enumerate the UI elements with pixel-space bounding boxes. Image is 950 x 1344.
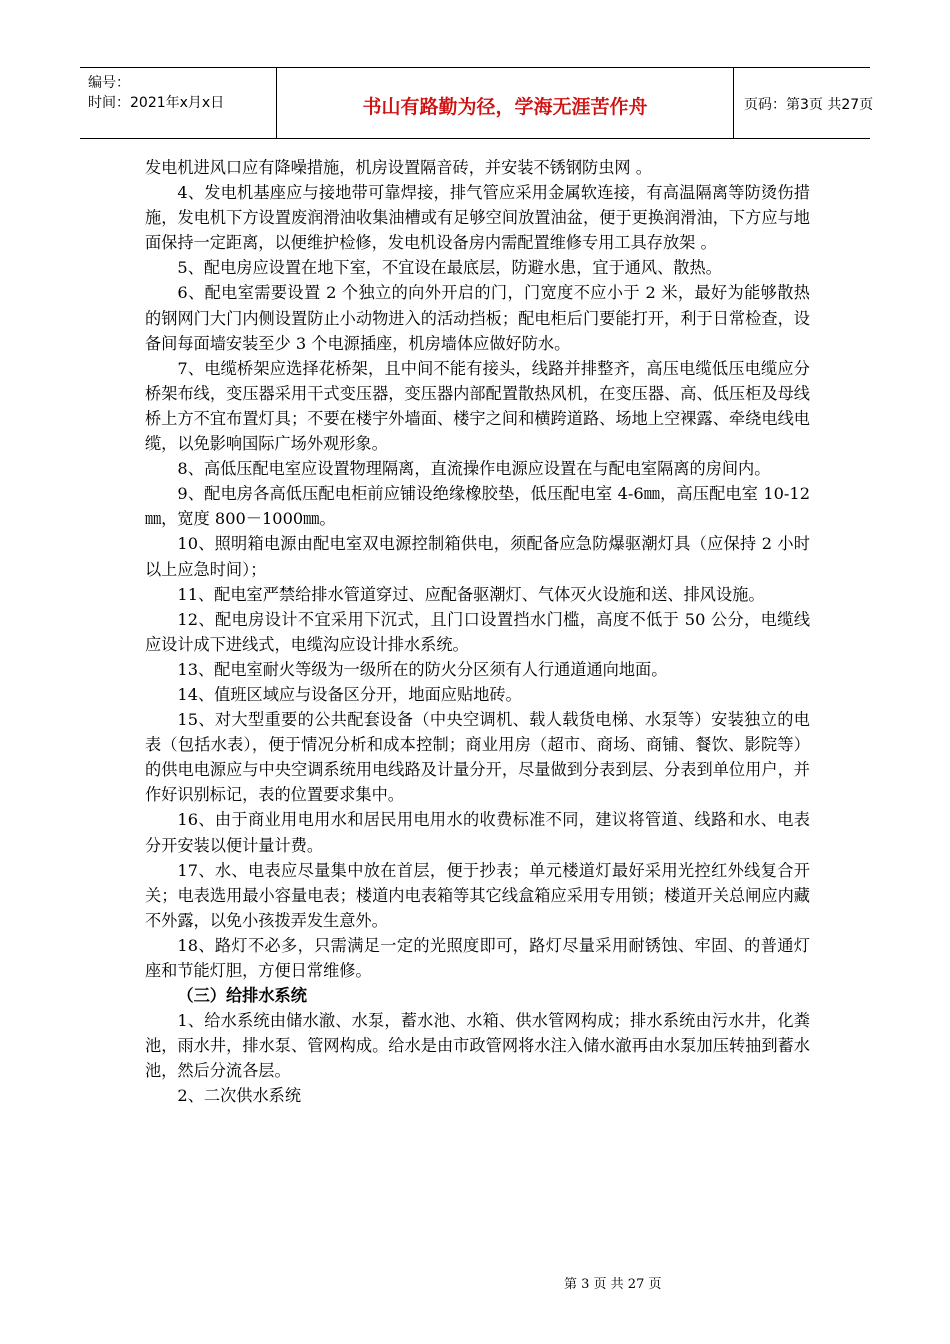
paragraph: 4、发电机基座应与接地带可靠焊接，排气管应采用金属软连接，有高温隔离等防烫伤措施，发电机下方设置废润滑油收集油槽或有足够空间放置油盆，便于更换润滑油，下方应与地面保持一定距离，以便维护检修，发电机设备房内需配置维修专用工具存放架 。 bbox=[145, 183, 810, 253]
header-page-cell bbox=[734, 68, 874, 138]
document-body bbox=[145, 155, 810, 1109]
paragraph: 10、照明箱电源由配电室双电源控制箱供电，须配备应急防爆驱潮灯具（应保持 2 小时以上应急时间）； bbox=[145, 534, 810, 579]
paragraph: 7、电缆桥架应选择花桥架，且中间不能有接头，线路并排整齐，高压电缆低压电缆应分桥架布线，变压器采用干式变压器，变压器内部配置散热风机，在变压器、高、低压柜及母线桥上方不宜布置灯具；不要在楼宇外墙面、楼宇之间和横跨道路、场地上空裸露、牵绕电线电缆，以免影响国际广场外观形象。 bbox=[145, 358, 810, 454]
page-footer: 第 3 页 共 27 页 bbox=[564, 1277, 662, 1292]
paragraph: 6、配电室需要设置 2 个独立的向外开启的门，门宽度不应小于 2 米，最好为能够散热的钢网门大门内侧设置防止小动物进入的活动挡板；配电柜后门要能打开，利于日常检查，设备间每面墙安装至少 3 个电源插座，机房墙体应做好防水。 bbox=[145, 283, 810, 353]
page-header bbox=[80, 67, 874, 139]
paragraph: 16、由于商业用电用水和居民用电用水的收费标准不同，建议将管道、线路和水、电表分开安装以便计量计费。 bbox=[145, 810, 810, 855]
paragraph: 14、值班区域应与设备区分开，地面应贴地砖。 bbox=[177, 684, 522, 704]
document-date: 时间：2021年x月x日 bbox=[88, 95, 225, 111]
document-number-label: 编号： bbox=[88, 75, 130, 91]
paragraph: 11、配电室严禁给排水管道穿过、应配备驱潮灯、气体灭火设施和送、排风设施。 bbox=[177, 584, 765, 604]
paragraph: 15、对大型重要的公共配套设备（中央空调机、载人载货电梯、水泵等）安装独立的电表（包括水表），便于情况分析和成本控制；商业用房（超市、商场、商铺、餐饮、影院等）的供电电源应与中央空调系统用电线路及计量分开，尽量做到分表到层、分表到单位用户，并作好识别标记，表的位置要求集中。 bbox=[145, 710, 810, 805]
paragraph: 12、配电房设计不宜采用下沉式，且门口设置挡水门槛，高度不低于 50 公分，电缆线应设计成下进线式，电缆沟应设计排水系统。 bbox=[145, 609, 810, 654]
paragraph: 5、配电房应设置在地下室，不宜设在最底层，防避水患，宜于通风、散热。 bbox=[177, 258, 722, 278]
paragraph: 9、配电房各高低压配电柜前应铺设绝缘橡胶垫，低压配电室 4-6㎜，高压配电室 10-12㎜，宽度 800－1000㎜。 bbox=[145, 484, 810, 529]
paragraph: 18、路灯不必多，只需满足一定的光照度即可，路灯尽量采用耐锈蚀、牢固、的普通灯座和节能灯胆，方便日常维修。 bbox=[145, 935, 810, 980]
paragraph: 13、配电室耐火等级为一级所在的防火分区须有人行通道通向地面。 bbox=[177, 659, 668, 679]
paragraph: 发电机进风口应有降噪措施，机房设置隔音砖，并安装不锈钢防虫网 。 bbox=[145, 158, 652, 177]
paragraph: 17、水、电表应尽量集中放在首层，便于抄表；单元楼道灯最好采用光控红外线复合开关；电表选用最小容量电表；楼道内电表箱等其它线盒箱应采用专用锁；楼道开关总闸应内藏不外露，以免小孩拨弄发生意外。 bbox=[145, 860, 810, 930]
header-meta-cell bbox=[80, 68, 277, 138]
section-heading: （三）给排水系统 bbox=[177, 986, 307, 1006]
header-motto: 书山有路勤为径，学海无涯苦作舟 bbox=[362, 96, 648, 118]
paragraph: 8、高低压配电室应设置物理隔离，直流操作电源应设置在与配电室隔离的房间内。 bbox=[177, 459, 771, 479]
header-page-info: 页码：第3页 共27页 bbox=[744, 97, 874, 113]
header-motto-cell bbox=[277, 68, 734, 138]
paragraph: 1、给水系统由储水澈、水泵，蓄水池、水箱、供水管网构成；排水系统由污水井，化粪池，雨水井，排水泵、管网构成。给水是由市政管网将水注入储水澈再由水泵加压转抽到蓄水池，然后分流各层。 bbox=[145, 1011, 810, 1081]
paragraph: 2、二次供水系统 bbox=[177, 1086, 302, 1106]
